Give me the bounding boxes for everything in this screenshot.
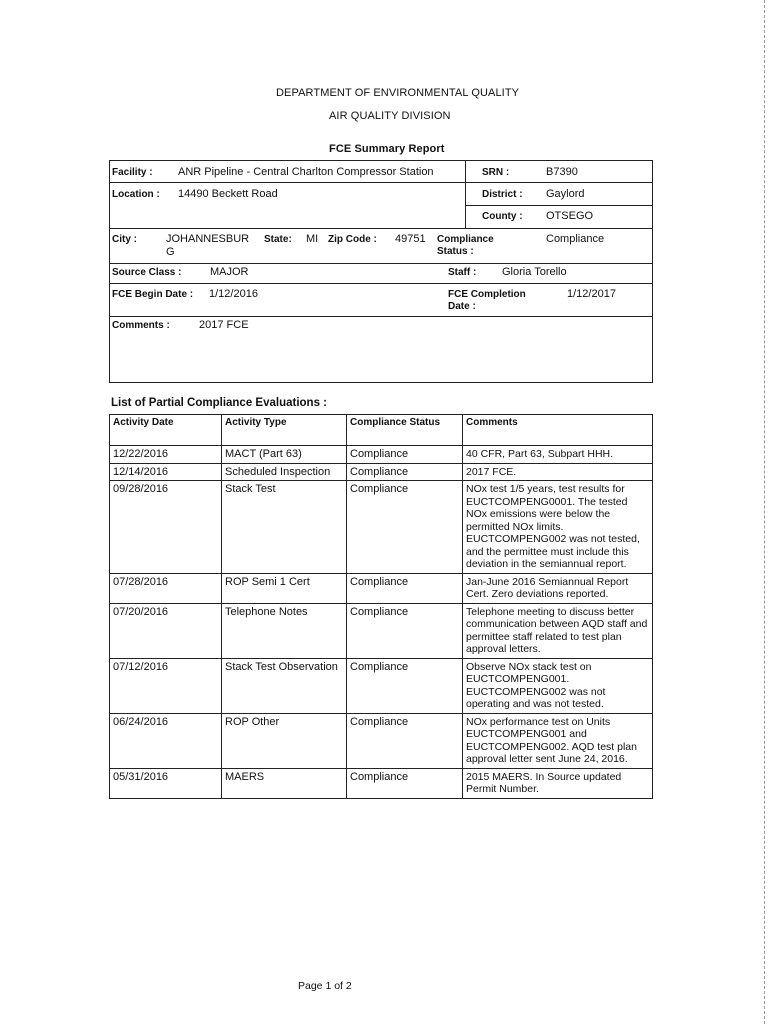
cell-comments: NOx test 1/5 years, test results for EUCTCOMPENG0001. The tested NOx emissions were below the permitted NOx limits. EUCTCOMPENG002 was not tested, and the permittee must include this deviation in the semiannual report. (463, 481, 653, 574)
cell-comments: Telephone meeting to discuss better communication between AQD staff and permittee staff related to test plan approval letters. (463, 603, 653, 658)
state-value: MI (306, 233, 319, 245)
cell-activity-type: ROP Other (222, 713, 347, 768)
location-label: Location : (112, 189, 160, 200)
cell-activity-date: 12/14/2016 (110, 463, 222, 481)
county-value: OTSEGO (546, 210, 594, 222)
fce-completion-value: 1/12/2017 (567, 288, 616, 300)
cell-activity-date: 07/20/2016 (110, 603, 222, 658)
report-title: FCE Summary Report (329, 143, 445, 155)
cell-compliance-status: Compliance (347, 768, 463, 798)
county-label: County : (482, 211, 523, 222)
page-number: Page 1 of 2 (298, 980, 352, 992)
cell-activity-date: 06/24/2016 (110, 713, 222, 768)
cell-activity-date: 05/31/2016 (110, 768, 222, 798)
pce-table (109, 414, 653, 799)
column-header-compliance-status: Compliance Status (347, 415, 463, 446)
zip-label: Zip Code : (328, 234, 377, 245)
srn-label: SRN : (482, 167, 510, 178)
table-row (110, 658, 653, 713)
department-heading: DEPARTMENT OF ENVIRONMENTAL QUALITY (276, 87, 520, 99)
cell-comments: Observe NOx stack test on EUCTCOMPENG001. EUCTCOMPENG002 was not operating and was not tested. (463, 658, 653, 713)
city-value-line1: JOHANNESBUR (166, 233, 250, 245)
column-header-comments: Comments (463, 415, 653, 446)
table-row (110, 463, 653, 481)
staff-label: Staff : (448, 267, 477, 278)
fce-begin-value: 1/12/2016 (209, 288, 258, 300)
cell-activity-type: Stack Test Observation (222, 658, 347, 713)
srn-value: B7390 (546, 166, 578, 178)
cell-activity-type: MAERS (222, 768, 347, 798)
district-value: Gaylord (546, 188, 585, 200)
facility-value: ANR Pipeline - Central Charlton Compressor Station (178, 166, 434, 178)
cell-activity-date: 09/28/2016 (110, 481, 222, 574)
city-value-line2: G (166, 246, 175, 258)
staff-value: Gloria Torello (502, 266, 567, 278)
source-class-label: Source Class : (112, 267, 182, 278)
pce-section-title: List of Partial Compliance Evaluations : (111, 397, 327, 409)
table-row (110, 603, 653, 658)
source-class-value: MAJOR (210, 266, 249, 278)
state-label: State: (264, 234, 292, 245)
fce-begin-label: FCE Begin Date : (112, 289, 194, 300)
cell-compliance-status: Compliance (347, 481, 463, 574)
zip-value: 49751 (395, 233, 426, 245)
cell-activity-date: 12/22/2016 (110, 446, 222, 464)
cell-comments: 40 CFR, Part 63, Subpart HHH. (463, 446, 653, 464)
cell-comments: Jan-June 2016 Semiannual Report Cert. Zero deviations reported. (463, 573, 653, 603)
cell-activity-date: 07/28/2016 (110, 573, 222, 603)
location-value: 14490 Beckett Road (178, 188, 278, 200)
cell-activity-date: 07/12/2016 (110, 658, 222, 713)
cell-activity-type: Stack Test (222, 481, 347, 574)
column-header-activity-type: Activity Type (222, 415, 347, 446)
column-header-activity-date: Activity Date (110, 415, 222, 446)
table-row (110, 713, 653, 768)
cell-activity-type: MACT (Part 63) (222, 446, 347, 464)
city-label: City : (112, 234, 137, 245)
cell-comments: 2015 MAERS. In Source updated Permit Number. (463, 768, 653, 798)
cell-compliance-status: Compliance (347, 573, 463, 603)
cell-compliance-status: Compliance (347, 713, 463, 768)
table-row (110, 768, 653, 798)
table-row (110, 446, 653, 464)
compliance-status-label: Compliance (437, 234, 494, 245)
district-label: District : (482, 189, 523, 200)
comments-value: 2017 FCE (199, 319, 249, 331)
table-row (110, 573, 653, 603)
pce-header-row (110, 415, 653, 446)
table-row (110, 481, 653, 574)
cell-compliance-status: Compliance (347, 446, 463, 464)
fce-completion-label: FCE Completion (448, 289, 526, 300)
compliance-status-label-2: Status : (437, 246, 474, 257)
scan-edge-line (764, 0, 765, 1024)
compliance-status-value: Compliance (546, 233, 605, 245)
cell-activity-type: ROP Semi 1 Cert (222, 573, 347, 603)
cell-comments: NOx performance test on Units EUCTCOMPENG001 and EUCTCOMPENG002. AQD test plan approval letter sent June 24, 2016. (463, 713, 653, 768)
comments-label: Comments : (112, 320, 170, 331)
cell-comments: 2017 FCE. (463, 463, 653, 481)
cell-activity-type: Scheduled Inspection (222, 463, 347, 481)
fce-completion-label-2: Date : (448, 301, 476, 312)
cell-activity-type: Telephone Notes (222, 603, 347, 658)
cell-compliance-status: Compliance (347, 603, 463, 658)
division-heading: AIR QUALITY DIVISION (329, 110, 451, 122)
cell-compliance-status: Compliance (347, 463, 463, 481)
cell-compliance-status: Compliance (347, 658, 463, 713)
facility-label: Facility : (112, 167, 153, 178)
